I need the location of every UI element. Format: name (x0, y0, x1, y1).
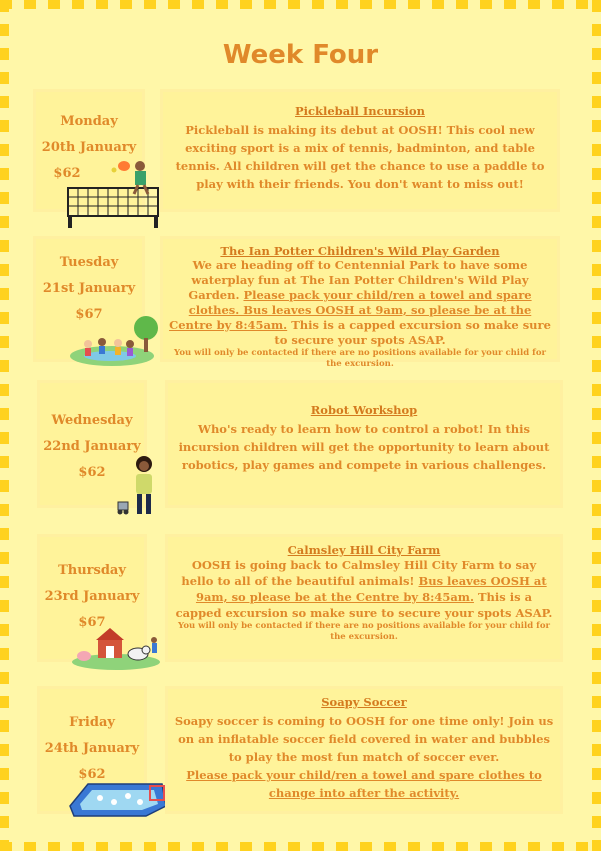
day-price: $62 (78, 465, 106, 480)
day-date: 22nd January (43, 439, 141, 454)
event-description (174, 557, 554, 621)
soapy-soccer-icon (66, 776, 170, 820)
farm-icon (70, 622, 164, 670)
event-description (169, 258, 551, 348)
day-name: Friday (69, 715, 115, 730)
day-name: Monday (60, 114, 118, 129)
event-description-part: This is a capped excursion so make sure to secure your spots ASAP. (274, 318, 551, 347)
day-price: $62 (78, 767, 106, 782)
day-price: $67 (75, 307, 103, 322)
border-right (592, 0, 601, 851)
event-description: Soapy soccer is coming to OOSH for one time only! Join us on an inflatable soccer field covered in water and bubbles to play the most fun match of soccer ever. (174, 714, 554, 764)
event-card-tuesday (160, 236, 560, 369)
event-card-thursday (165, 534, 563, 662)
event-note: You will only be contacted if there are no positions available for your child for the excursion. (174, 348, 546, 369)
event-instructions: Please pack your child/ren a towel and spare clothes to change into after the activity. (186, 768, 542, 800)
event-description: Pickleball is making its debut at OOSH! This cool new exciting sport is a mix of tennis, badminton, and table tennis. All children will get the chance to use a paddle to play with their friends. You don't want to miss out! (175, 123, 545, 191)
day-name: Thursday (58, 563, 126, 578)
event-card-monday (160, 89, 560, 212)
day-date: 23rd January (44, 589, 140, 604)
event-heading: Soapy Soccer (321, 695, 407, 709)
day-price: $67 (78, 615, 106, 630)
day-date: 24th January (44, 741, 140, 756)
robot-kid-icon (114, 454, 162, 524)
event-heading: Robot Workshop (310, 403, 418, 417)
play-garden-icon (66, 312, 162, 370)
event-instructions: Please pack your child/ren a towel and spare clothes. Bus leaves OOSH at 9am, so please be at the Centre by 8:45am. (169, 288, 532, 332)
event-description-part: OOSH is going back to Calmsley Hill City Farm to say hello to all of the beautiful animals! (181, 558, 537, 588)
event-heading: Pickleball Incursion (295, 104, 425, 118)
day-name: Wednesday (51, 413, 133, 428)
day-date: 21st January (42, 281, 136, 296)
pickleball-player-icon (66, 160, 162, 230)
event-description-part: This is a capped excursion so make sure to secure your spots ASAP. (175, 590, 553, 620)
border-left (0, 0, 9, 851)
event-note: You will only be contacted if there are no positions available for your child for the excursion. (178, 621, 550, 642)
day-price: $62 (53, 166, 81, 181)
day-name: Tuesday (59, 255, 119, 270)
event-card-friday (165, 686, 563, 814)
event-instructions: Bus leaves OOSH at 9am, so please be at the Centre by 8:45am. (195, 574, 547, 604)
event-description: Who's ready to learn how to control a robot! In this incursion children will get the opportunity to learn about robotics, play games and compete in various challenges. (178, 422, 550, 472)
page-title: Week Four (222, 40, 379, 70)
border-top (0, 0, 601, 9)
day-date: 20th January (41, 140, 137, 155)
border-bottom (0, 842, 601, 851)
event-description-part: We are heading off to Centennial Park to have some waterplay fun at The Ian Potter Children's Wild Play Garden. (188, 258, 529, 302)
event-heading: Calmsley Hill City Farm (287, 543, 441, 557)
event-card-wednesday (165, 380, 563, 508)
event-heading: The Ian Potter Children's Wild Play Garden (220, 244, 500, 258)
